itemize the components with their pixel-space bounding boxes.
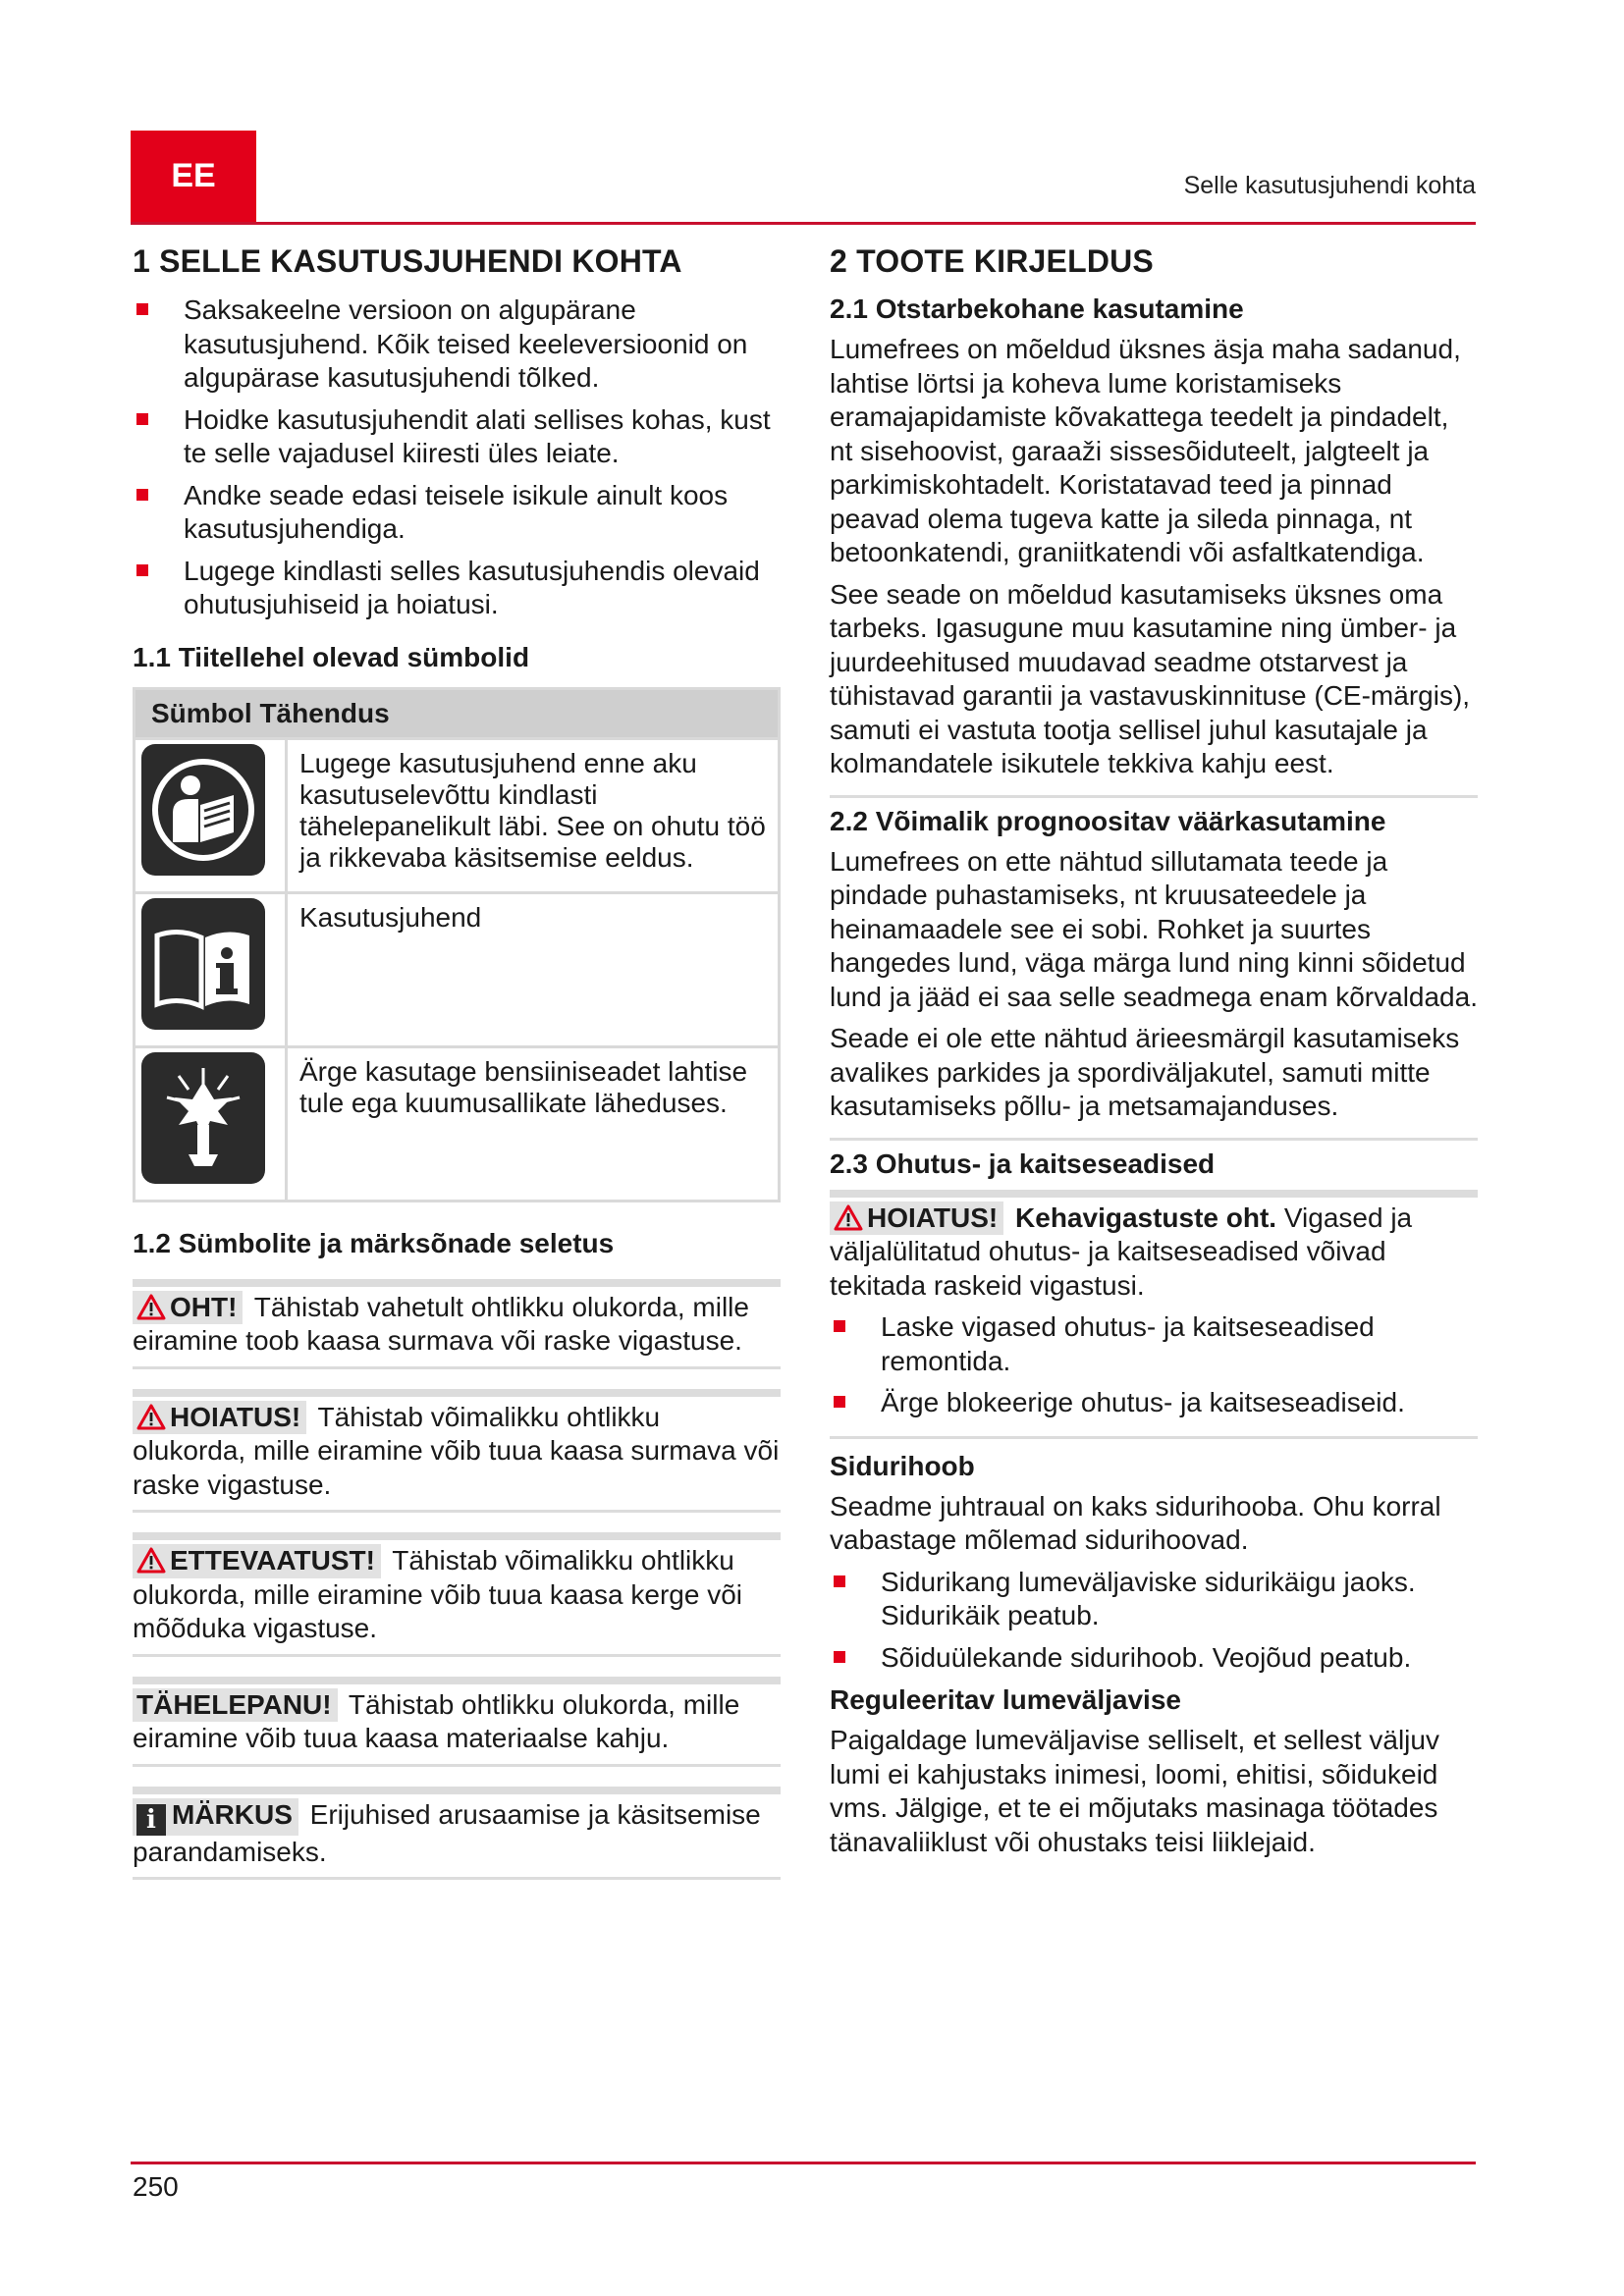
paragraph: Lumefrees on ette nähtud sillutamata teede ja pindade puhastamiseks, nt kruusateedele ja heinamaadele see ei sobi. Rohket ja suurtes hangedes lund, väga märga lund ning kinni sõidetud lund ja jääd ei saa selle seadmega enam kõrvaldada.	[830, 845, 1478, 1012]
paragraph: Seade ei ole ette nähtud ärieesmärgil kasutamiseks avalikes parkides ja spordiväljakutel, samuti mitte kasutamiseks põllu- ja metsamajanduses.	[830, 1023, 1460, 1121]
symbols-table	[133, 687, 781, 1202]
section-1-1-title: 1.1 Tiitellehel olevad sümbolid	[133, 641, 530, 672]
notice-text: Erijuhised arusaamise ja käsitsemise parandamiseks.	[133, 1798, 761, 1867]
section-1-2-title: 1.2 Sümbolite ja märksõnade seletus	[133, 1227, 615, 1258]
bullet-square-icon	[834, 1320, 845, 1332]
table-row	[135, 1046, 780, 1201]
warning-bold-text: Kehavigastuste oht.	[1015, 1201, 1277, 1233]
section-rule	[830, 1138, 1478, 1143]
left-column	[133, 243, 781, 1880]
paragraph: Seadme juhtraual on kaks sidurihooba. Ohu korral vabastage mõlemad sidurihoovad.	[830, 1490, 1441, 1555]
notice-danger	[133, 1279, 781, 1369]
list-item: Sõiduülekande sidurihoob. Veojõud peatub.	[830, 1641, 1478, 1676]
manual-book-info-icon	[141, 898, 265, 1030]
section-2-title: 2 TOOTE KIRJELDUS	[830, 243, 1154, 279]
warning-triangle-icon	[136, 1294, 166, 1320]
symbol-meaning: Ärge kasutage bensiiniseadet lahtise tule ega kuumusallikate läheduses.	[287, 1046, 780, 1201]
notice-text: Vigased ja väljalülitatud ohutus- ja kaitseseadised võivad tekitada raskeid vigastusi.	[830, 1201, 1413, 1301]
notice-attention	[133, 1677, 781, 1767]
list-item: Saksakeelne versioon on algupärane kasutusjuhend. Kõik teised keeleversioonid on algupärase kasutusjuhendi tõlked.	[133, 294, 781, 396]
bullet-square-icon	[834, 1575, 845, 1587]
section-2-1-title: 2.1 Otstarbekohane kasutamine	[830, 294, 1244, 324]
section-1-bullets	[133, 294, 781, 622]
signal-word-badge: HOIATUS!	[830, 1201, 1003, 1236]
info-icon: i	[136, 1804, 166, 1836]
list-item: Hoidke kasutusjuhendit alati sellises kohas, kust te selle vajadusel kiiresti üles leiate.	[133, 403, 781, 471]
warning-bullets	[830, 1310, 1478, 1420]
bullet-square-icon	[834, 1651, 845, 1663]
sidurihoob-title: Sidurihoob	[830, 1450, 975, 1481]
page-number: 250	[133, 2171, 179, 2202]
lumevaljavise-title: Reguleeritav lumeväljavise	[830, 1684, 1181, 1715]
signal-word-badge: OHT!	[133, 1291, 243, 1325]
section-1-title: 1 SELLE KASUTUSJUHENDI KOHTA	[133, 243, 682, 279]
warning-triangle-icon	[136, 1547, 166, 1574]
bullet-square-icon	[136, 564, 148, 576]
symbol-meaning: Lugege kasutusjuhend enne aku kasutuselevõttu kindlasti tähelepanelikult läbi. See on ohutu töö ja rikkevaba käsitsemise eeldus.	[287, 738, 780, 892]
no-petrol-devices-icon	[141, 1052, 265, 1184]
bullet-square-icon	[136, 489, 148, 501]
warning-triangle-icon	[136, 1404, 166, 1430]
language-tab: EE	[131, 131, 256, 222]
list-item: Lugege kindlasti selles kasutusjuhendis olevaid ohutusjuhiseid ja hoiatusi.	[133, 555, 781, 622]
list-item: Andke seade edasi teisele isikule ainult koos kasutusjuhendiga.	[133, 479, 781, 547]
header-rule	[131, 222, 1476, 225]
paragraph: Paigaldage lumeväljavise selliselt, et sellest väljuv lumi ei kahjustaks inimesi, loomi, ehitisi, sõidukeid vms. Jälgige, et te ei mõjutaks masinaga töötades tänavaliiklust või ohustaks teisi liiklejaid.	[830, 1725, 1439, 1857]
symbol-meaning: Kasutusjuhend	[287, 892, 780, 1046]
notice-text: Tähistab vahetult ohtlikku olukorda, mille eiramine toob kaasa surmava või raske vigastuse.	[133, 1291, 749, 1356]
list-item: Laske vigased ohutus- ja kaitseseadised remontida.	[830, 1310, 1478, 1378]
notice-warning	[133, 1389, 781, 1514]
list-item: Ärge blokeerige ohutus- ja kaitseseadiseid.	[830, 1386, 1478, 1420]
right-column	[830, 243, 1478, 1867]
signal-word-badge: HOIATUS!	[133, 1401, 306, 1435]
signal-word-badge: i MÄRKUS	[133, 1798, 298, 1836]
bullet-square-icon	[136, 413, 148, 425]
section-2-3-title: 2.3 Ohutus- ja kaitseseadised	[830, 1148, 1216, 1179]
read-manual-icon	[141, 744, 265, 876]
table-row	[135, 738, 780, 892]
section-2-2-title: 2.2 Võimalik prognoositav väärkasutamine	[830, 805, 1386, 836]
list-item: Sidurikang lumeväljaviske sidurikäigu jaoks. Sidurikäik peatub.	[830, 1566, 1478, 1633]
signal-word-badge: ETTEVAATUST!	[133, 1544, 381, 1578]
notice-caution	[133, 1532, 781, 1657]
bullet-square-icon	[136, 303, 148, 315]
notice-warning	[830, 1190, 1478, 1439]
paragraph: See seade on mõeldud kasutamiseks üksnes oma tarbeks. Igasugune muu kasutamine ning ümber- ja juurdeehitused muudavad seadme otstarvest ja tühistavad garantii ja vastavuskinnituse (CE-märgis), samuti ei vastuta tootja sellisel juhul kasutajale ja kolmandatele isikutele tekkiva kahju eest.	[830, 578, 1471, 778]
notice-text: Tähistab võimalikku ohtlikku olukorda, mille eiramine võib tuua kaasa surmava või raske vigastuse.	[133, 1401, 780, 1500]
signal-word-badge: TÄHELEPANU!	[133, 1688, 338, 1723]
symbols-table-header: Sümbol Tähendus	[135, 688, 780, 738]
sidurihoob-bullets	[830, 1566, 1478, 1676]
section-rule	[830, 795, 1478, 800]
paragraph: Lumefrees on mõeldud üksnes äsja maha sadanud, lahtise lörtsi ja koheva lume koristamiseks eramajapidamiste kõvakattega teedelt ja pindadelt, nt sisehoovist, garaaži sissesõiduteelt, jalgteelt ja parkimiskohtadelt. Koristatavad teed ja pinnad peavad olema tugeva katte ja sileda pinnaga, nt betoonkatendi, graniitkatendi või asfaltkatendiga.	[830, 334, 1461, 567]
notice-note	[133, 1787, 781, 1881]
table-row	[135, 892, 780, 1046]
warning-triangle-icon	[834, 1204, 863, 1231]
notice-text: Tähistab võimalikku ohtlikku olukorda, mille eiramine võib tuua kaasa kerge või mõõduka vigastuse.	[133, 1545, 742, 1643]
footer-rule	[131, 2162, 1476, 2164]
notice-text: Tähistab ohtlikku olukorda, mille eiramine võib tuua kaasa materiaalse kahju.	[133, 1688, 740, 1753]
bullet-square-icon	[834, 1396, 845, 1408]
running-header-title: Selle kasutusjuhendi kohta	[1183, 172, 1476, 199]
